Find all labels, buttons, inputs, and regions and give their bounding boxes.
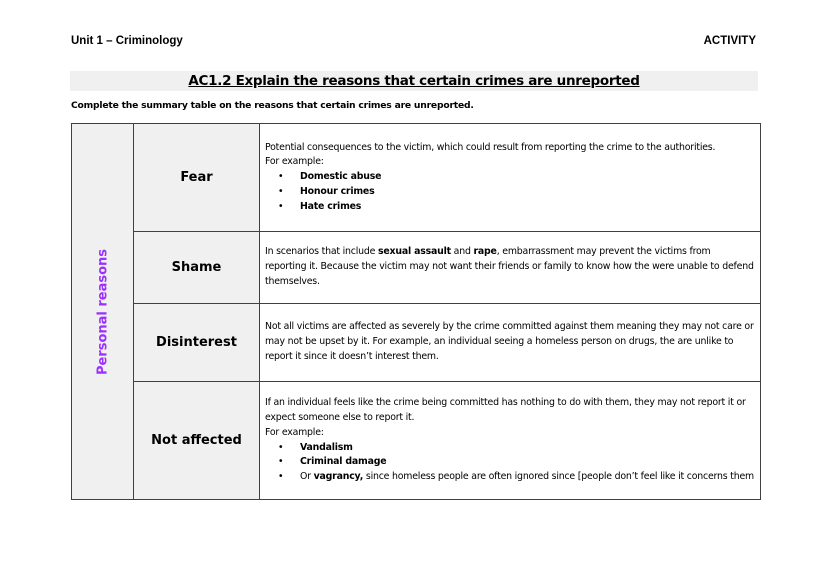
example-list	[265, 170, 754, 214]
table-row-fear	[72, 124, 761, 232]
bullet-suffix: since homeless people are often ignored since [people don’t feel like it concerns them	[363, 471, 754, 483]
title-band	[70, 71, 758, 91]
group-cell	[72, 124, 134, 500]
unit-header: Unit 1 – Criminology	[71, 35, 183, 47]
reason-cell: Shame	[134, 232, 260, 304]
reason-cell: Fear	[134, 124, 260, 232]
description-cell	[260, 382, 761, 500]
reason-cell: Not affected	[134, 382, 260, 500]
description-text: , embarrassment may prevent the victims from reporting it. Because the victim may not want their friends or family to know how the were unable to defend themselves.	[265, 246, 754, 287]
example-label: For example:	[265, 156, 324, 168]
description-text: Potential consequences to the victim, which could result from reporting the crime to the authorities.	[265, 141, 716, 153]
list-item: Criminal damage	[300, 456, 387, 468]
description-text: In scenarios that include	[265, 246, 379, 258]
page-title: AC1.2 Explain the reasons that certain crimes are unreported	[188, 73, 640, 89]
bullet-prefix: Or	[300, 471, 314, 483]
table-row-disinterest	[72, 304, 761, 382]
bold-term: sexual assault	[378, 246, 451, 258]
description-cell: Not all victims are affected as severely by the crime committed against them meaning they may not care or may not be upset by it. For example, an individual seeing a homeless person on drugs, the are unlike to report it since it doesn’t interest them.	[260, 304, 761, 382]
instruction-text: Complete the summary table on the reasons that certain crimes are unreported.	[71, 100, 474, 111]
table-row-shame	[72, 232, 761, 304]
list-item: Vandalism	[300, 441, 353, 453]
summary-table	[71, 123, 761, 500]
description-cell	[260, 124, 761, 232]
description-cell	[260, 232, 761, 304]
list-item: Hate crimes	[300, 200, 362, 212]
example-label: For example:	[265, 426, 324, 438]
description-text: If an individual feels like the crime being committed has nothing to do with them, they may not report it or expect someone else to report it.	[265, 397, 746, 423]
list-item	[300, 470, 754, 485]
bold-term: vagrancy,	[313, 471, 364, 483]
bold-term: rape	[473, 246, 497, 258]
list-item: Domestic abuse	[300, 171, 382, 183]
example-list	[265, 441, 754, 485]
reason-cell: Disinterest	[134, 304, 260, 382]
activity-label: ACTIVITY	[703, 35, 756, 47]
list-item: Honour crimes	[300, 185, 375, 197]
table-row-not-affected	[72, 382, 761, 500]
description-text: and	[450, 246, 474, 258]
group-label-personal-reasons: Personal reasons	[95, 248, 110, 375]
